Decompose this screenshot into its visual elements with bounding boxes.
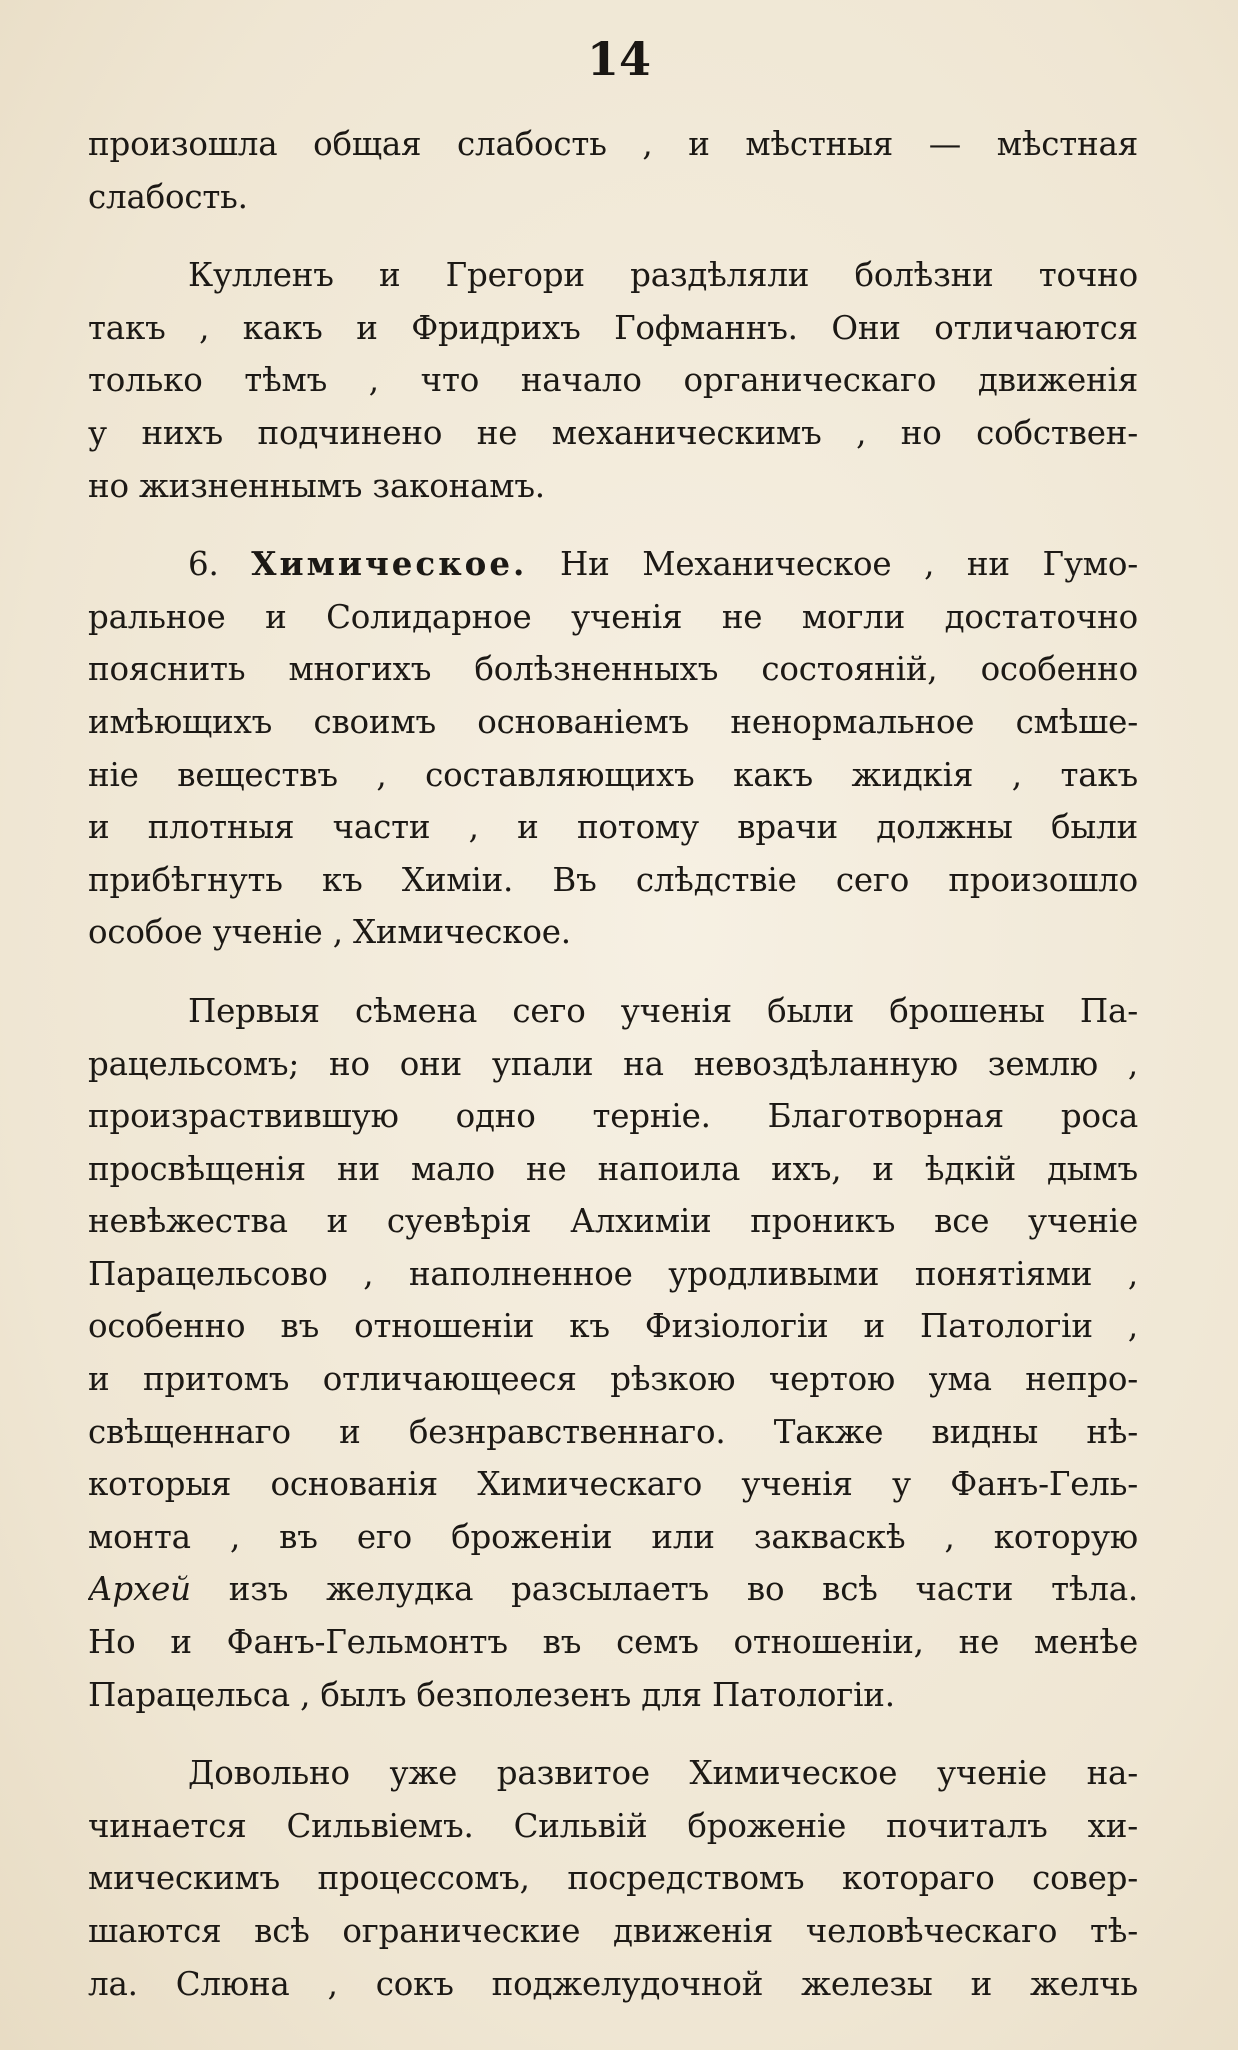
text-line: рацельсомъ; но они упали на невоздѣланную землю , [88,1044,1138,1083]
paragraph-4 [88,985,1138,1721]
text-line: прибѣгнуть къ Химіи. Въ слѣдствіе сего произошло [88,860,1138,899]
text-line: Кулленъ и Грегори раздѣляли болѣзни точно [188,256,1138,295]
text-line: особое ученіе , Химическое. [88,913,571,952]
text-line: Первыя сѣмена сего ученія были брошены Па- [188,991,1138,1030]
text-line [88,538,1138,591]
text-line: имѣющихъ своимъ основаніемъ ненормальное смѣше- [88,702,1138,741]
text-fragment: Ни Механическое , ни Гумо- [560,545,1138,584]
text-line: произошла общая слабость , и мѣстныя — мѣстная [88,125,1138,163]
text-line: чинается Сильвіемъ. Сильвій броженіе почиталъ хи- [88,1806,1138,1845]
text-line [88,1563,1138,1616]
italic-word: Архей [88,1570,191,1609]
text-line: только тѣмъ , что начало органическаго движенія [88,361,1138,400]
text-line: которыя основанія Химическаго ученія у Фанъ-Гель- [88,1465,1138,1504]
text-line: Довольно уже развитое Химическое ученіе на- [188,1754,1138,1793]
text-line: и притомъ отличающееся рѣзкою чертою ума непро- [88,1360,1138,1399]
text-line: и плотныя части , и потому врачи должны были [88,808,1138,847]
text-line: слабость. [88,177,248,216]
text-line: ральное и Солидарное ученія не могли достаточно [88,597,1138,636]
text-line: свѣщеннаго и безнравственнаго. Также видны нѣ- [88,1412,1138,1451]
page-text [88,118,1138,2010]
page-number: 14 [586,32,651,86]
text-line: Но и Фанъ-Гельмонтъ въ семъ отношеніи, не менѣе [88,1623,1138,1662]
text-line: такъ , какъ и Фридрихъ Гофманнъ. Они отличаются [88,308,1138,347]
text-line: ніе веществъ , составляющихъ какъ жидкія , такъ [88,755,1138,794]
text-line: шаются всѣ огранические движенія человѣческаго тѣ- [88,1912,1138,1950]
text-line: у нихъ подчинено не механическимъ , но собствен- [88,413,1138,452]
text-line: просвѣщенія ни мало не напоила ихъ, и ѣдкій дымъ [88,1149,1138,1188]
text-line: но жизненнымъ законамъ. [88,466,545,505]
paragraph-1 [88,118,1138,223]
text-fragment: изъ желудка разсылаетъ во всѣ части тѣла. [228,1570,1138,1609]
text-line: произраствившую одно терніе. Благотворная роса [88,1097,1138,1136]
section-number: 6. [188,545,219,584]
text-line: монта , въ его броженіи или закваскѣ , которую [88,1517,1138,1556]
text-line: пояснить многихъ болѣзненныхъ состояній, особенно [88,650,1138,689]
paragraph-2 [88,249,1138,512]
text-line: Парацельсово , наполненное уродливыми понятіями , [88,1254,1138,1293]
paragraph-3 [88,538,1138,959]
text-line: ла. Слюна , сокъ поджелудочной железы и желчь [88,1964,1138,2003]
text-line: мическимъ процессомъ, посредствомъ котораго совер- [88,1859,1138,1898]
section-heading: Химическое. [251,544,528,584]
text-line: невѣжества и суевѣрія Алхиміи проникъ все ученіе [88,1202,1138,1241]
text-line: особенно въ отношеніи къ Физіологіи и Патологіи , [88,1307,1138,1346]
paragraph-5 [88,1747,1138,2010]
text-line: Парацельса , былъ безполезенъ для Патологіи. [88,1675,895,1714]
